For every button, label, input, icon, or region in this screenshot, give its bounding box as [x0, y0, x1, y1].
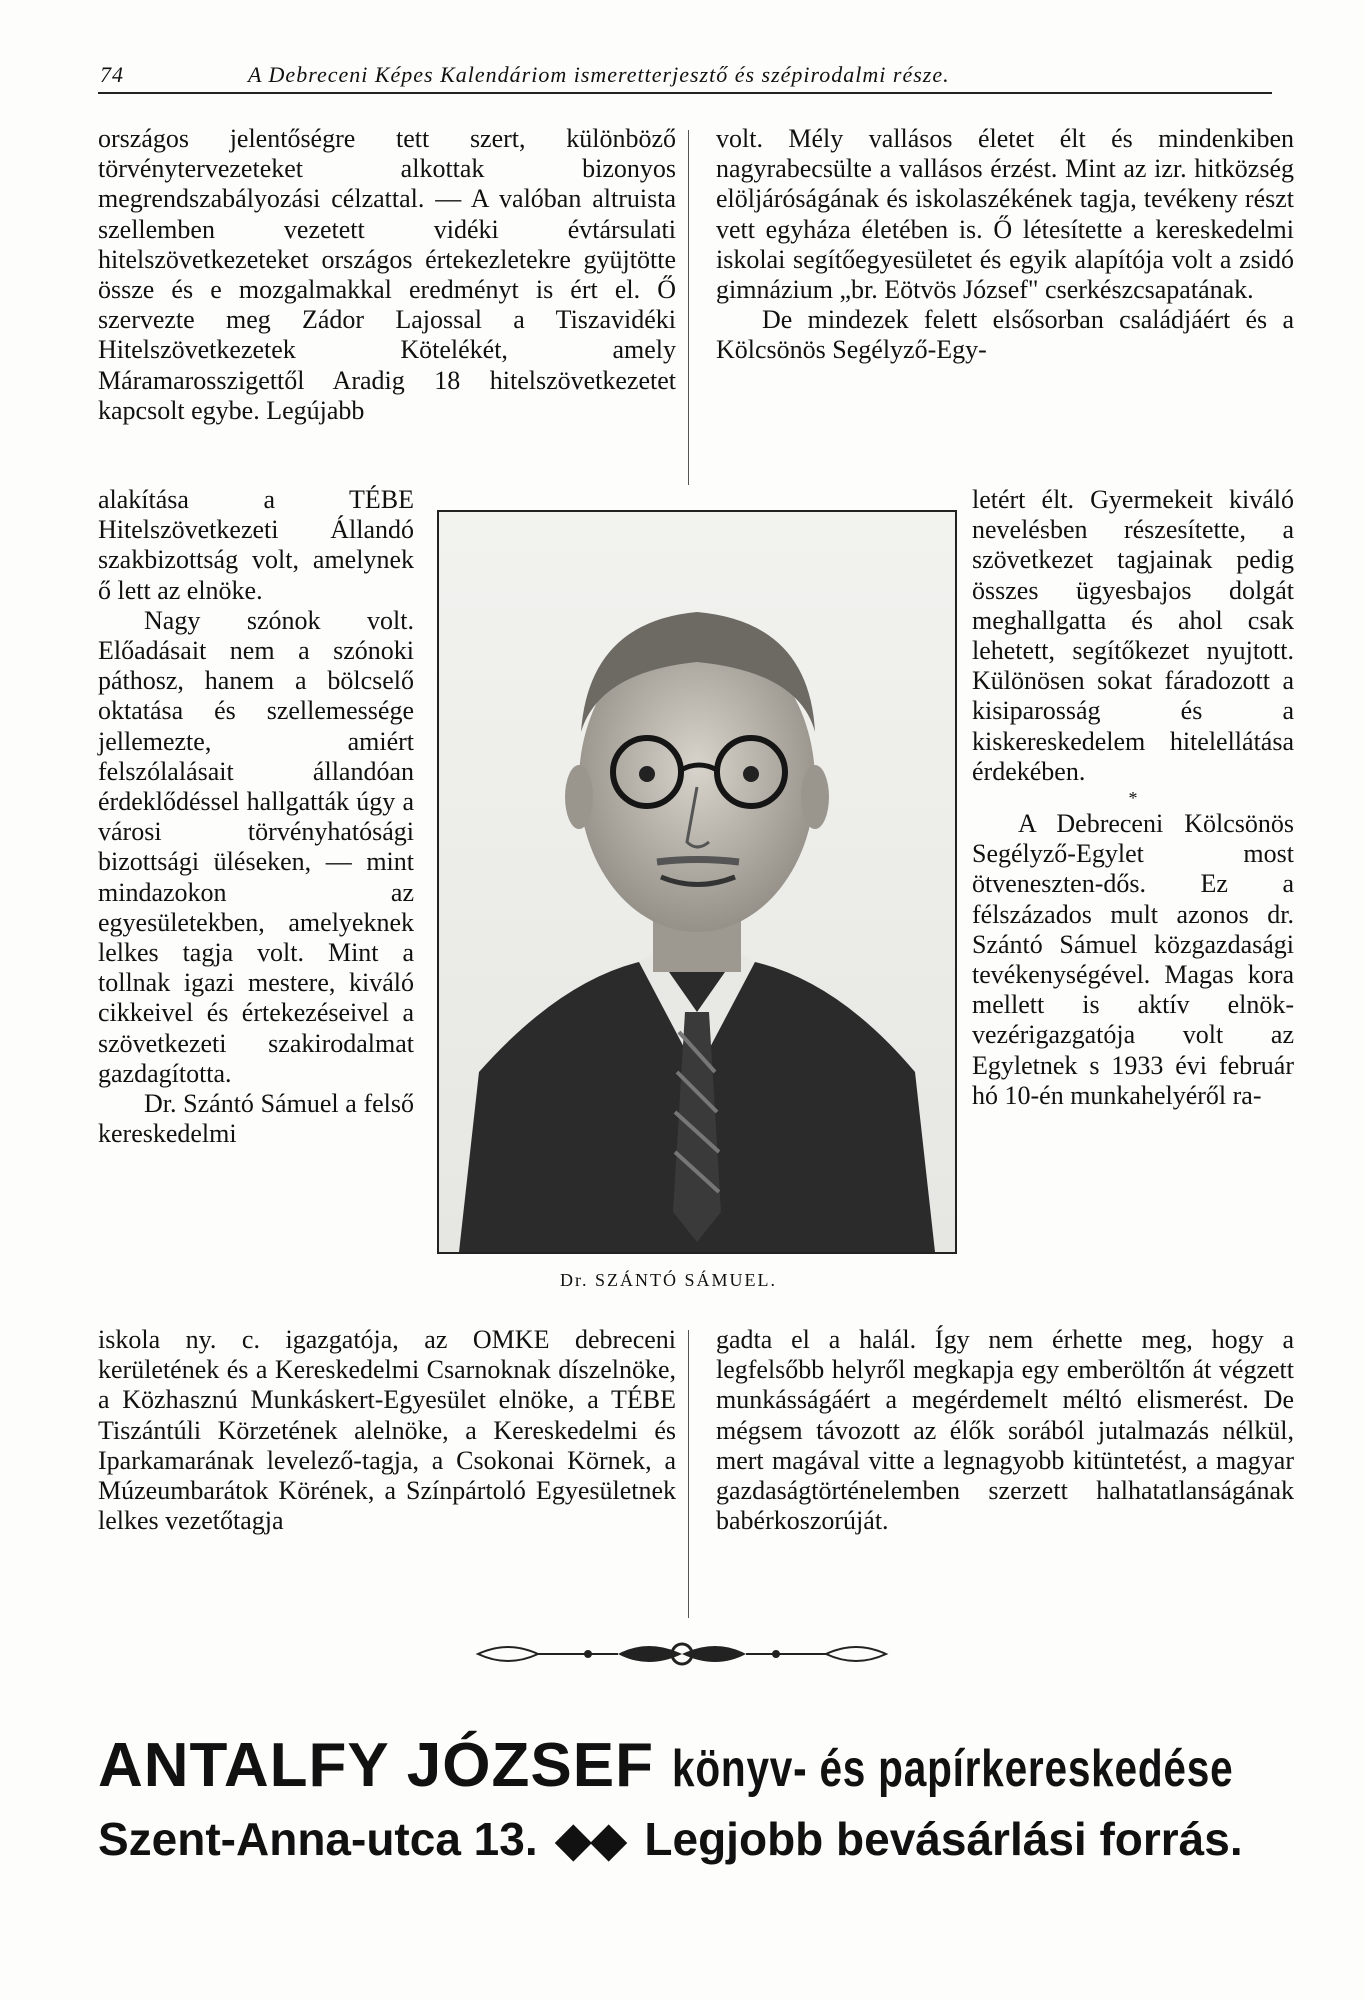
article-left-bottom [98, 1325, 676, 1536]
paragraph: országos jelentőségre tett szert, különböző törvénytervezeteket alkottak bizonyos megrendszabályozási célzattal. — A valóban altruista szellemben vezetett vidéki évtársulati hitelszövetkezeteket országos értekezletekre gyüjtötte össze és e mozgalmakkal eredményt is ért el. Ő szervezte meg Zádor Lajossal a Tiszavidéki Hitelszövetkezetek Kötelékét, amely Máramarosszigettől Aradig 18 hitelszövetkezetet kapcsolt egybe. Legújabb [98, 124, 676, 425]
article-left-middle [98, 485, 414, 1149]
business-description: könyv- és papírkereskedése [672, 1740, 1234, 1798]
header-title: A Debreceni Képes Kalendáriom ismeretterjesztő és szépirodalmi része. [248, 62, 950, 87]
photo-caption: Dr. SZÁNTÓ SÁMUEL. [560, 1270, 778, 1290]
ornament-divider [468, 1634, 896, 1674]
column-divider [688, 1330, 689, 1618]
article-right-bottom [716, 1325, 1294, 1536]
paragraph: iskola ny. c. igazgatója, az OMKE debreceni kerületének és a Kereskedelmi Csarnoknak díszelnöke, a Közhasznú Munkáskert-Egyesület elnöke, a TÉBE Tiszántúli Körzetének alelnöke, a Kereskedelmi és Iparkamarának levelező-tagja, a Csokonai Körnek, a Múzeumbarátok Körének, a Színpártoló Egyesületnek lelkes vezetőtagja [98, 1325, 676, 1536]
section-separator: * [1128, 788, 1138, 809]
paragraph: alakítása a TÉBE Hitelszövetkezeti Állandó szakbizottság volt, amelynek ő lett az elnöke. [98, 485, 414, 605]
advertisement-subline [98, 1812, 1298, 1866]
slogan: Legjobb bevásárlási forrás. [644, 1813, 1243, 1865]
paragraph: gadta el a halál. Így nem érhette meg, hogy a legfelsőbb helyről megkapja egy emberöltőn át végzett munkásságáért a megérdemelt méltó elismerést. De mégsem távozott az élők sorából jutalmazás nélkül, mert magával vitte a legnagyobb kitüntetést, a magyar gazdaságtörténelemben szerzett halhatatlanságának babérkoszorúját. [716, 1325, 1294, 1536]
column-divider [688, 130, 689, 485]
paragraph: letért élt. Gyermekeit kiváló nevelésben részesítette, a szövetkezet tagjainak pedig összes ügyesbajos dolgát meghallgatta és ahol csak lehetett, segítőkezet nyujtott. Különösen sokat fáradozott a kisiparosság és a kiskereskedelem hitelellátása érdekében. [972, 485, 1294, 786]
running-header [98, 58, 1272, 94]
paragraph: De mindezek felett elsősorban családjáért és a Kölcsönös Segélyző-Egy- [716, 305, 1294, 365]
portrait-illustration [439, 512, 955, 1252]
paragraph: volt. Mély vallásos életet élt és mindenkiben nagyrabecsülte a vallásos érzést. Mint az izr. hitközség elöljáróságának és iskolaszékének tagja, tevékeny részt vett egyháza életében is. Ő létesítette a kereskedelmi iskolai segítőegyesületet és egyik alapítója volt a zsidó gimnázium „br. Eötvös József" cserkészcsapatának. [716, 124, 1294, 305]
article-right-top [716, 124, 1294, 366]
article-left-top [98, 124, 676, 426]
article-right-middle [972, 485, 1294, 1111]
paragraph: A Debreceni Kölcsönös Segélyző-Egylet most ötveneszten-dős. Ez a félszázados mult azonos dr. Szántó Sámuel közgazdasági tevékenységével. Magas kora mellett is aktív elnök-vezérigazgatója volt az Egyletnek s 1933 évi február hó 10-én munkahelyéről ra- [972, 809, 1294, 1110]
paragraph: Nagy szónok volt. Előadásait nem a szónoki páthosz, hanem a bölcselő oktatása és szellemessége jellemezte, amiért felszólalásait állandóan érdeklődéssel hallgatták úgy a városi törvényhatósági bizottsági üléseken, — mint mindazokon az egyesületekben, amelyeknek lelkes tagja volt. Mint a tollnak igazi mestere, kiváló cikkeivel és értekezéseivel a szövetkezeti szakirodalmat gazdagította. [98, 605, 414, 1088]
advertiser-name: ANTALFY JÓZSEF [98, 1731, 654, 1800]
diamond-icons: ◆◆ [555, 1813, 627, 1865]
portrait-photo [437, 510, 957, 1254]
page-number: 74 [100, 62, 124, 87]
address: Szent-Anna-utca 13. [98, 1813, 538, 1865]
advertisement-headline [98, 1730, 1298, 1801]
paragraph: Dr. Szántó Sámuel a felső kereskedelmi [98, 1089, 414, 1149]
